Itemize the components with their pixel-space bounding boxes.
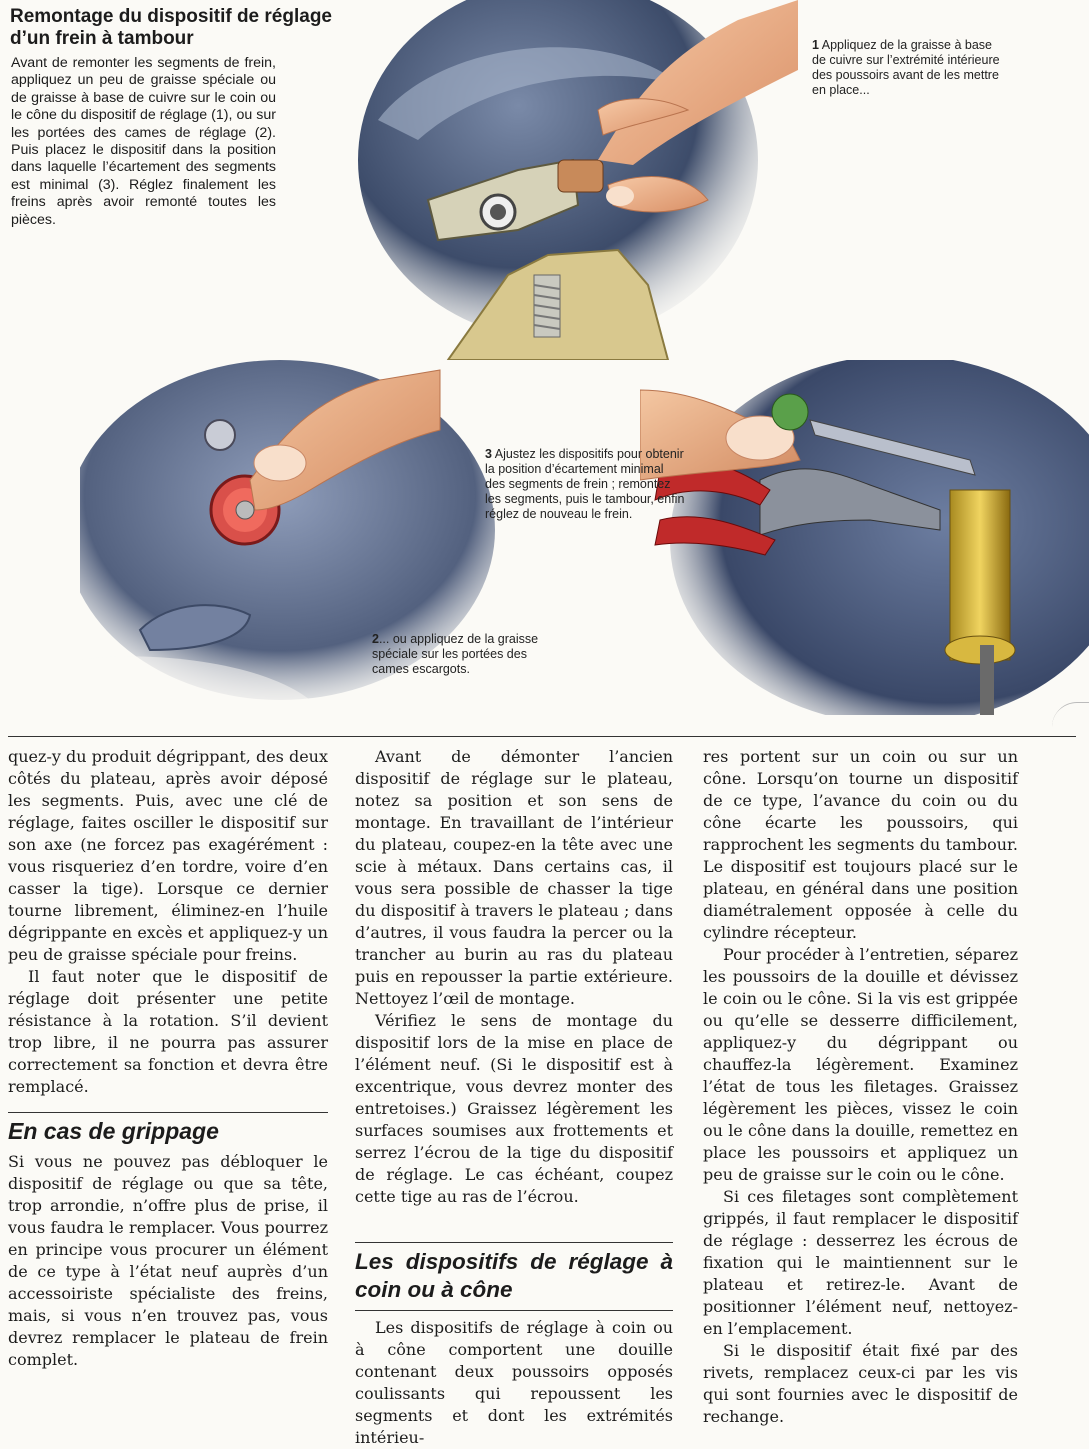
column-2 [355, 746, 673, 1449]
intro-paragraph: Avant de remonter les segments de frein, appliquez un peu de graisse spéciale ou de graisse à base de cuivre sur le coin ou le cône du dispositif de réglage (1), ou sur les portées des cames de réglage (2). Puis placez le dispositif dans la position dans laquelle l’écartement des segments est minimal (3). Réglez finalement les freins après avoir remonté toutes les pièces. [11, 55, 276, 228]
col1-paragraph-3: Si vous ne pouvez pas débloquer le dispositif de réglage ou que sa tête, trop arrondie, n’offre plus de prise, il vous faudra le remplacer. Vous pourrez en principe vous procurer un élément de ce type à l’état neuf auprès d’un accessoiriste spécialiste des freins, mais, si vous n’en trouvez pas, vous devrez remplacer le plateau de frein complet. [8, 1152, 328, 1369]
column-1 [8, 746, 328, 1371]
caption-3 [485, 447, 685, 522]
caption-1-number: 1 [812, 38, 819, 52]
caption-2-text: ... ou appliquez de la graisse spéciale sur les portées des cames escargots. [372, 632, 539, 676]
section-divider [8, 736, 1076, 737]
col2-paragraph-2: Vérifiez le sens de montage du dispositif lors de la mise en place de l’élément neuf. (Si le dispositif est à excentrique, vous devrez monter des entretoises.) Graissez légèrement les surfaces soumises aux frottements et serrez l’écrou de la tige du dispositif de réglage. Le cas échéant, coupez cette tige au ras de l’écrou. [355, 1011, 673, 1206]
col2-paragraph-1: Avant de démonter l’ancien dispositif de réglage sur le plateau, notez sa position et son sens de montage. En travaillant de l’intérieur du plateau, coupez-en la tête avec une scie à métaux. Dans certains cas, il vous sera possible de chasser la tige du dispositif à travers le plateau ; dans d’autres, il vous faudra la percer ou la trancher au burin au ras du plateau puis en repousser la partie extérieure. Nettoyez l’œil de montage. [355, 747, 673, 1008]
col1-paragraph-2: Il faut noter que le dispositif de réglage doit présenter une petite résistance à la rotation. S’il devient trop libre, il ne pourra pas assurer correctement sa fonction et devra être remplacé. [8, 967, 328, 1096]
col1-paragraph-1: quez-y du produit dégrippant, des deux côtés du plateau, après avoir déposé les segments. Puis, avec une clé de réglage, faites osciller le dispositif sur son axe (ne forcez pas exagérément : vous risqueriez d’en tordre, voire d’en casser la tige). Lorsque ce dernier tourne librement, éliminez-en l’huile dégrippante en excès et appliquez-y un peu de graisse spéciale pour freins. [8, 747, 329, 964]
caption-1 [812, 38, 1002, 98]
col2-paragraph-3: Les dispositifs de réglage à coin ou à cône comportent une douille contenant deux poussoirs opposés coulissants qui repoussent les segments et dont les extrémités intérieu- [355, 1318, 673, 1447]
column-3 [703, 746, 1018, 1428]
caption-2 [372, 632, 547, 677]
col3-paragraph-4: Si le dispositif était fixé par des rivets, remplacez ceux-ci par les vis qui sont fournies avec le dispositif de rechange. [703, 1341, 1018, 1426]
illustration-adjust-wrench-pliers [640, 360, 1089, 715]
caption-2-number: 2 [372, 632, 379, 646]
caption-3-number: 3 [485, 447, 492, 461]
heading-grippage: En cas de grippage [8, 1112, 328, 1145]
col3-paragraph-1: res portent sur un coin ou sur un cône. Lorsqu’on tourne un dispositif de ce type, l’avance du coin ou du cône écarte les poussoirs, qui rapprochent les segments du tambour. Le dispositif est toujours placé sur le plateau, en général dans une position diamétralement opposée à celle du cylindre récepteur. [703, 747, 1018, 942]
col3-paragraph-3: Si ces filetages sont complètement grippés, il faut remplacer le dispositif de réglage : desserrez les écrous de fixation qui le maintiennent sur le plateau et retirez-le. Avant de positionner l’élément neuf, nettoyez-en l’emplacement. [703, 1187, 1018, 1338]
page-title: Remontage du dispositif de réglage d’un frein à tambour [10, 6, 332, 49]
caption-1-text: Appliquez de la graisse à base de cuivre sur l’extrémité intérieure des poussoirs avant de les mettre en place... [812, 38, 1000, 97]
illustration-grease-adjuster [358, 0, 808, 360]
caption-3-text: Ajustez les dispositifs pour obtenir la position d’écartement minimal des segments de frein ; remontez les segments, puis le tambour, enfin réglez de nouveau le frein. [485, 447, 685, 521]
heading-coin-cone: Les dispositifs de réglage à coin ou à cône [355, 1242, 673, 1311]
col3-paragraph-2: Pour procéder à l’entretien, séparez les poussoirs de la douille et dévissez le coin ou le cône. Si la vis est grippée ou qu’elle se desserre difficilement, appliquez-y du dégrippant ou chauffez-la légèrement. Examinez l’état de tous les filetages. Graissez légèrement les pièces, vissez le coin ou le cône dans la douille, remettez en place les poussoirs et appliquez un peu de graisse sur le coin ou le cône. [703, 945, 1018, 1184]
